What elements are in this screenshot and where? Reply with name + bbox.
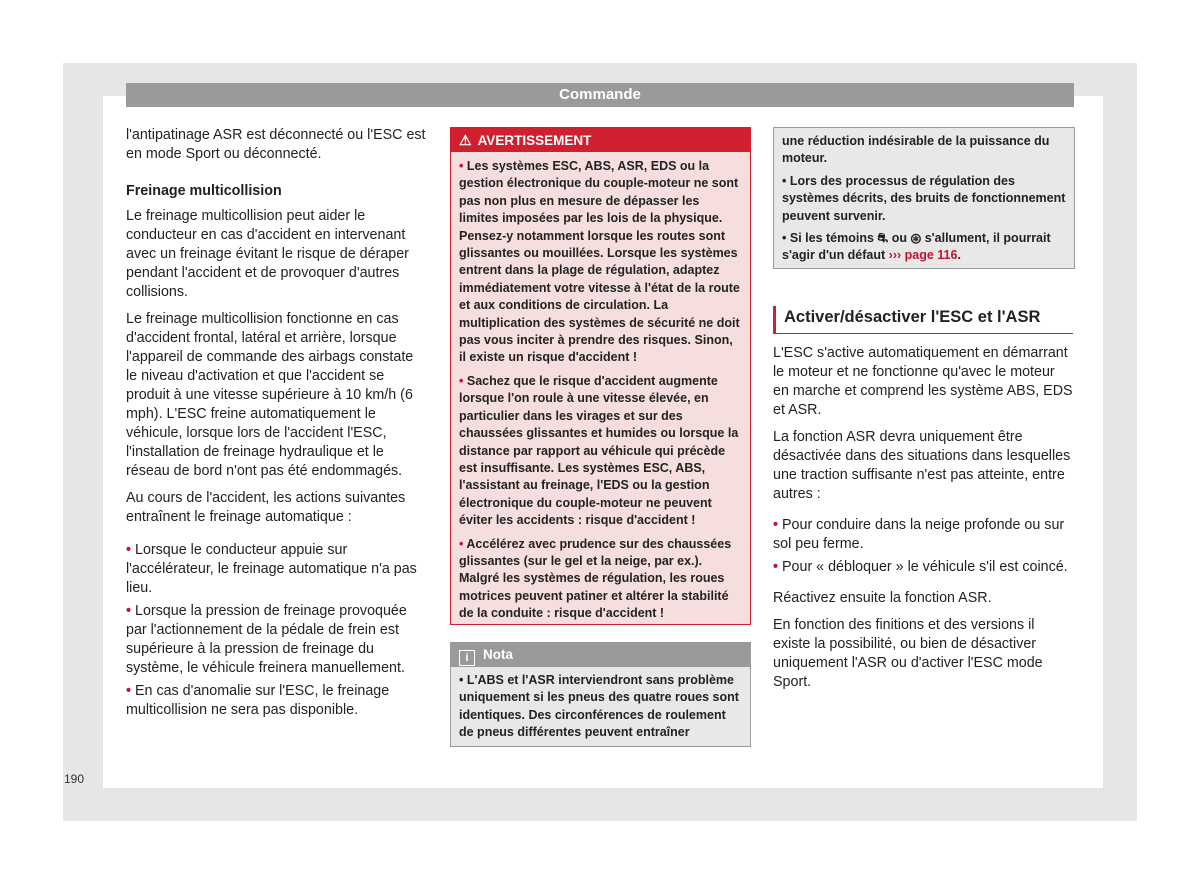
- page-link[interactable]: ››› page 116: [888, 248, 958, 263]
- list-item: • Accélérez avec prudence sur des chaussées glissantes (sur le gel et la neige, par ex.). Malgré les systèmes de régulation, les roues motrices peuvent patiner et altérer la stabilité de la conduite : risque d'accident !: [459, 536, 732, 621]
- left-column: [126, 126, 426, 724]
- note-box: [450, 642, 751, 747]
- note-header: i Nota: [451, 643, 750, 667]
- note-body: [774, 128, 1074, 265]
- info-icon: i: [459, 650, 475, 666]
- bullet-icon: •: [459, 536, 464, 551]
- paragraph: En fonction des finitions et des versions il existe la possibilité, ou bien de désactiver uniquement l'ASR ou d'activer l'ESC mode Sport.: [773, 617, 1043, 690]
- bullet-icon: •: [773, 517, 779, 533]
- warning-triangle-icon: ⚠: [459, 132, 472, 148]
- list-item: • En cas d'anomalie sur l'ESC, le freinage multicollision ne sera pas disponible.: [126, 683, 390, 718]
- bullet-icon: •: [126, 542, 132, 558]
- warning-box: [450, 127, 751, 625]
- bullet-icon: •: [773, 559, 779, 575]
- paragraph: Au cours de l'accident, les actions suivantes entraînent le freinage automatique :: [126, 490, 406, 525]
- list-item: • Pour « débloquer » le véhicule s'il est coincé.: [773, 559, 1068, 575]
- abs-warning-lamp-icon: ⊛: [910, 231, 922, 246]
- paragraph: l'antipatinage ASR est déconnecté ou l'ESC est en mode Sport ou déconnecté.: [126, 127, 426, 162]
- paragraph: Le freinage multicollision peut aider le conducteur en cas d'accident en intervenant avec un freinage évitant le risque de déraper pendant l'accident et de provoquer d'autres collisions.: [126, 208, 409, 300]
- warning-header: ⚠ AVERTISSEMENT: [451, 128, 750, 152]
- section-title: Activer/désactiver l'ESC et l'ASR: [773, 306, 1073, 334]
- paragraph: une réduction indésirable de la puissance du moteur.: [782, 134, 1050, 166]
- right-column: [773, 344, 1073, 700]
- bullet-icon: •: [126, 683, 132, 699]
- note-body: • L'ABS et l'ASR interviendront sans problème uniquement si les pneus des quatre roues sont identiques. Des circonférences de roulement de pneus différentes peuvent entraîner: [459, 673, 739, 740]
- warning-body: [451, 152, 750, 623]
- list-item: • Sachez que le risque d'accident augmente lorsque l'on roule à une vitesse élevée, en particulier dans les virages et sur des chaussées glissantes et humides ou lorsque la distance par rapport au véhicule qui précède est insuffisante. Les systèmes ESC, ABS, l'assistant au freinage, l'EDS ou la gestion électronique du couple-moteur ne peuvent éviter les accidents : risque d'accident !: [459, 373, 739, 528]
- list-item: • Lorsque le conducteur appuie sur l'accélérateur, le freinage automatique n'a pas lieu.: [126, 542, 417, 596]
- bullet-icon: •: [459, 373, 464, 388]
- list-item: • Pour conduire dans la neige profonde ou sur sol peu ferme.: [773, 517, 1065, 552]
- bullet-icon: •: [782, 173, 787, 188]
- list-item: • Lors des processus de régulation des systèmes décrits, des bruits de fonctionnement peuvent survenir.: [782, 173, 1066, 223]
- bullet-icon: •: [459, 159, 464, 173]
- list-item: • Si les témoins ⛐ ou ⊛ s'allument, il pourrait s'agir d'un défaut ››› page 116.: [782, 231, 1051, 263]
- subheading: Freinage multicollision: [126, 183, 282, 199]
- page-number: 190: [64, 772, 85, 786]
- section-header: Commande: [126, 83, 1074, 107]
- paragraph: La fonction ASR devra uniquement être désactivée dans des situations dans lesquelles une traction suffisante n'est pas atteinte, entre autres :: [773, 429, 1071, 502]
- bullet-icon: •: [459, 673, 464, 687]
- list-item: • Les systèmes ESC, ABS, ASR, EDS ou la gestion électronique du couple-moteur ne sont pas non plus en mesure de dépasser les limites imposées par les lois de la physique. Pensez-y notamment lorsque les routes sont glissantes ou mouillées. Lorsque les systèmes entrent dans la plage de régulation, adaptez immédiatement votre vitesse à l'état de la route et aux conditions de circulation. La multiplication des systèmes de sécurité ne doit pas vous inciter à prendre des risques. Sinon, il existe un risque d'accident !: [459, 159, 740, 365]
- paragraph: L'ESC s'active automatiquement en démarrant le moteur et ne fonctionne qu'avec le moteur en marche et comprend les système ABS, EDS et ASR.: [773, 345, 1073, 418]
- bullet-icon: •: [782, 231, 787, 246]
- bullet-icon: •: [126, 603, 132, 619]
- note-box-continued: [773, 127, 1075, 269]
- esc-warning-lamp-icon: ⛐: [877, 231, 889, 246]
- paragraph: Le freinage multicollision fonctionne en cas d'accident frontal, latéral et arrière, lorsque l'appareil de commande des airbags constate le niveau d'activation et que l'accident se produit à une vitesse supérieure à 10 km/h (6 mph). L'ESC freine automatiquement le véhicule, lorsque lors de l'accident l'ESC, l'installation de freinage hydraulique et le réseau de bord n'ont pas été endommagés.: [126, 311, 414, 479]
- list-item: • Lorsque la pression de freinage provoquée par l'actionnement de la pédale de frein est supérieure à la pression de freinage du système, le véhicule freinera manuellement.: [126, 603, 407, 676]
- paragraph: Réactivez ensuite la fonction ASR.: [773, 590, 992, 606]
